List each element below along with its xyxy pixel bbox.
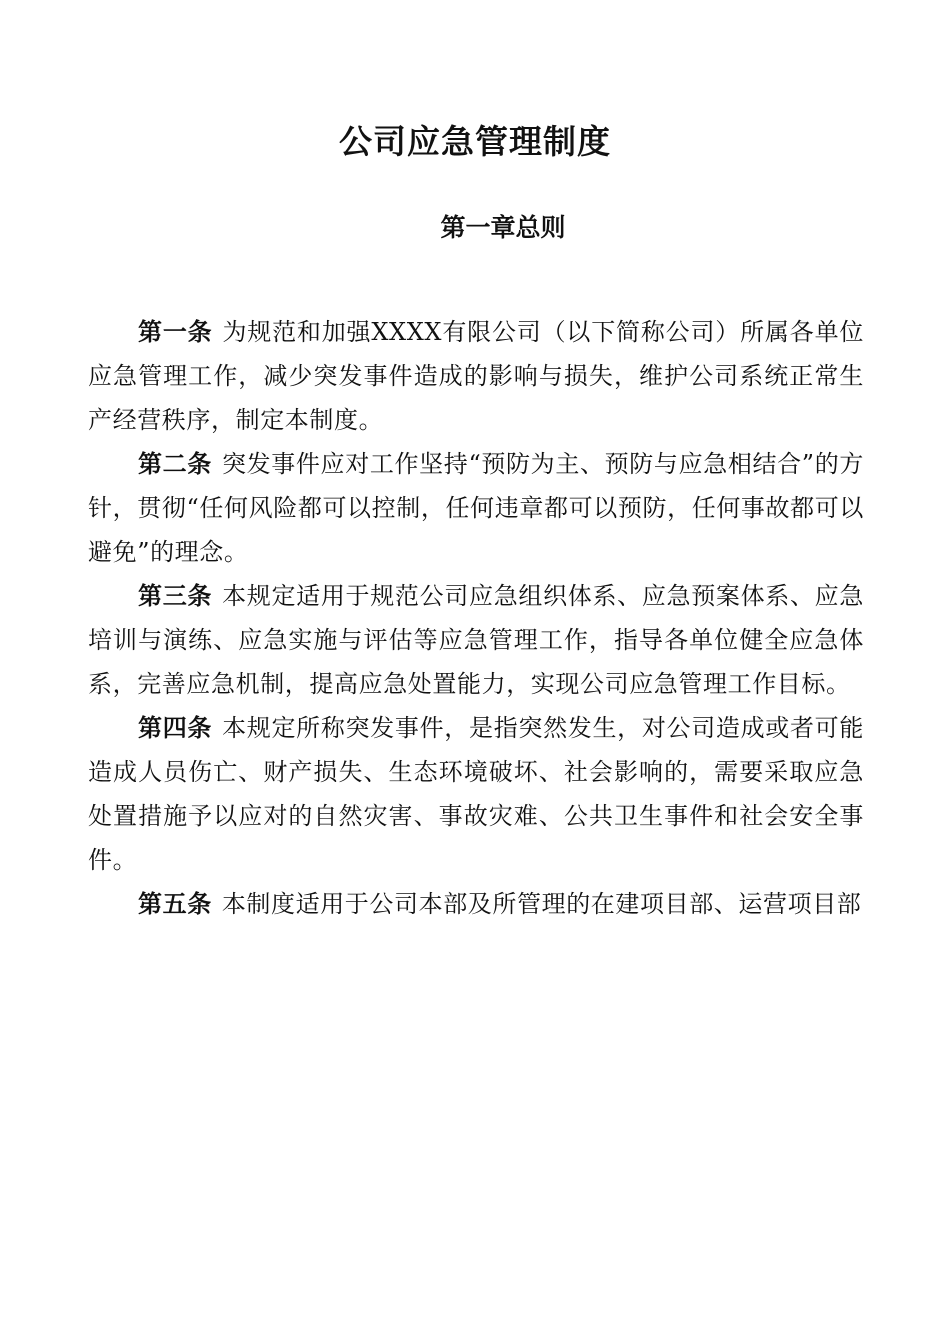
article-text: 本规定所称突发事件，是指突然发生，对公司造成或者可能造成人员伤亡、财产损失、生态环境破坏、社会影响的，需要采取应急处置措施予以应对的自然灾害、事故灾难、公共卫生事件和社会安全事件。 xyxy=(88,714,864,874)
article-text: 本制度适用于公司本部及所管理的在建项目部、运营项目部 xyxy=(221,890,862,918)
document-title: 公司应急管理制度 xyxy=(339,122,611,161)
article-text: 本规定适用于规范公司应急组织体系、应急预案体系、应急培训与演练、应急实施与评估等应急管理工作，指导各单位健全应急体系，完善应急机制，提高应急处置能力，实现公司应急管理工作目标。 xyxy=(88,582,864,698)
article-label: 第三条 xyxy=(138,582,213,610)
article-text: 为规范和加强XXXX有限公司（以下简称公司）所属各单位应急管理工作，减少突发事件造成的影响与损失，维护公司系统正常生产经营秩序，制定本制度。 xyxy=(88,318,864,434)
article-2 xyxy=(88,442,864,574)
article-label: 第二条 xyxy=(138,450,212,478)
article-label: 第四条 xyxy=(138,714,213,742)
article-5 xyxy=(88,882,864,926)
article-text: 突发事件应对工作坚持“预防为主、预防与应急相结合”的方针，贯彻“任何风险都可以控制，任何违章都可以预防，任何事故都可以避免”的理念。 xyxy=(88,450,864,566)
article-4 xyxy=(88,706,864,882)
article-1 xyxy=(88,310,864,442)
chapter-heading: 第一章总则 xyxy=(440,213,566,242)
article-label: 第一条 xyxy=(138,318,213,346)
article-3 xyxy=(88,574,864,706)
article-label: 第五条 xyxy=(138,890,212,918)
document-body xyxy=(88,310,864,926)
